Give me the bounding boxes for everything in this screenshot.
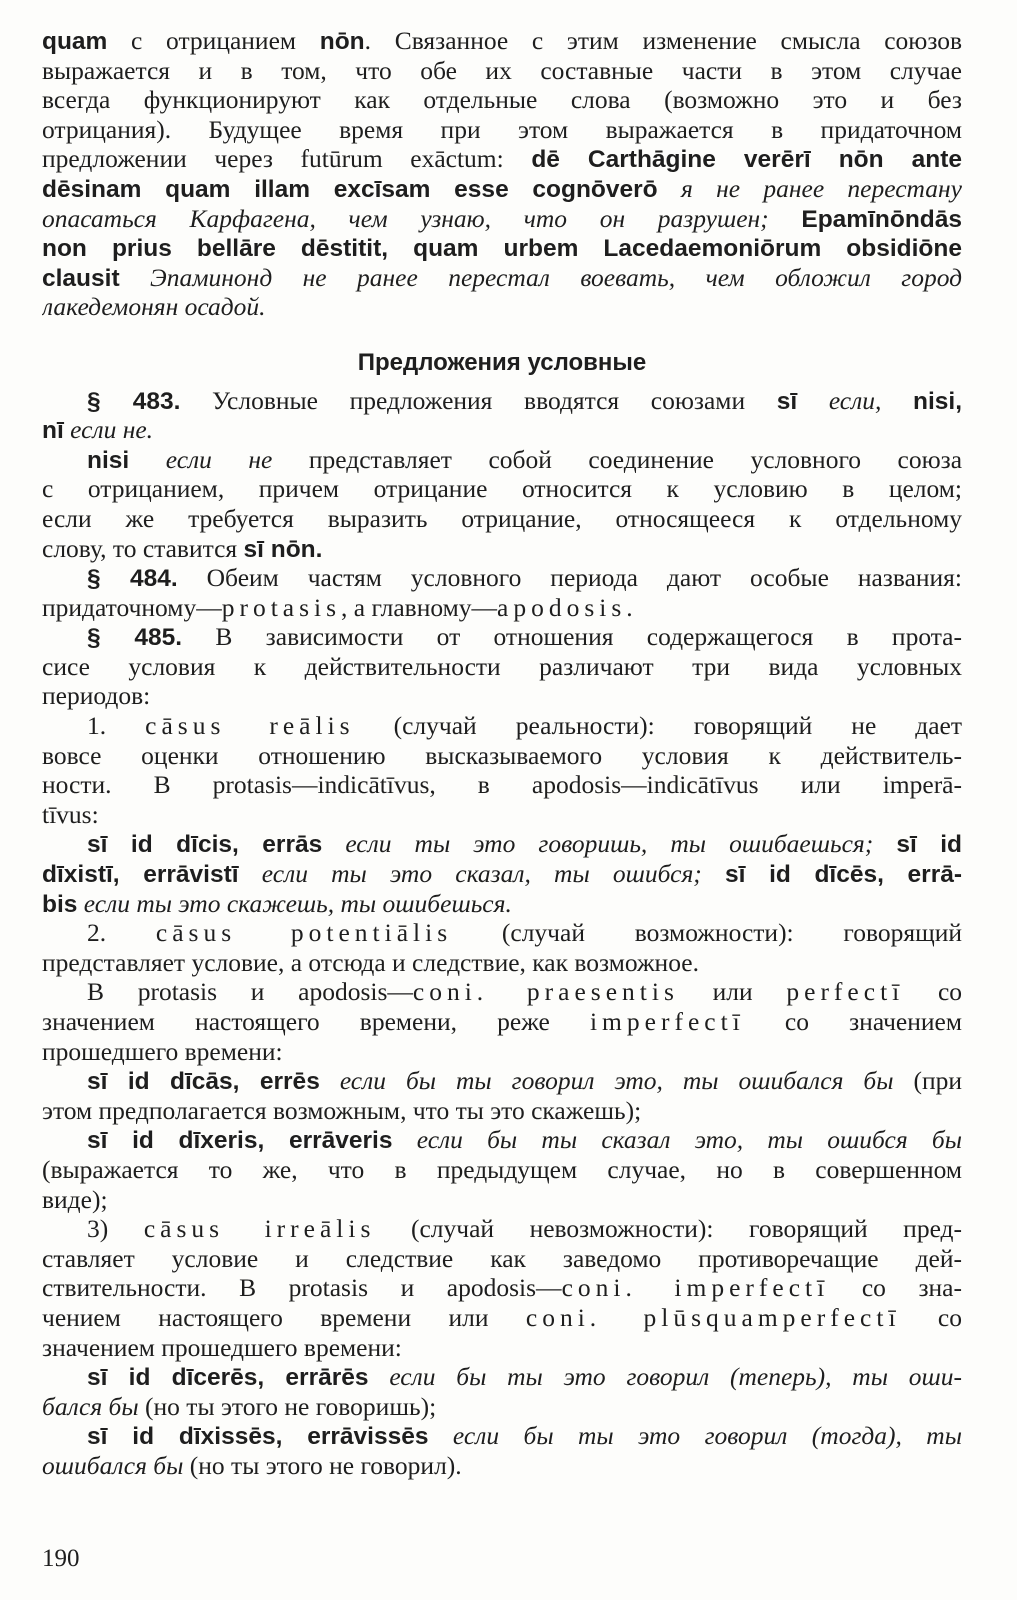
- text-line: [42, 85, 962, 115]
- text-run: предложении через futūrum exāctum:: [42, 144, 504, 174]
- latin-example: Epamīnōndās: [801, 205, 962, 233]
- text-line: [42, 1185, 962, 1215]
- text-line: [42, 263, 962, 293]
- latin-example: sī id dīxissēs, errāvissēs: [87, 1423, 429, 1451]
- text-line: [42, 1451, 962, 1481]
- text-run: представляет собой соединение условного союза: [308, 444, 962, 474]
- text-run: (случай невозможности): говорящий пред-: [410, 1214, 962, 1244]
- term: protasis: [221, 592, 342, 622]
- text-line: [42, 1214, 962, 1244]
- text-line: [42, 1037, 962, 1067]
- text-run: значением настоящего времени, реже: [42, 1007, 550, 1036]
- text-run: или: [712, 977, 753, 1007]
- text-run: придаточному—: [42, 592, 222, 622]
- translation: Эпаминонд не ранее перестал воевать, чем обложил город: [150, 262, 962, 292]
- text-line: [42, 770, 962, 800]
- term: cāsus irreālis: [143, 1214, 376, 1244]
- text-run: со: [937, 977, 962, 1007]
- text-run: сисе условия к действительности различают три вида условных: [42, 651, 962, 681]
- section-number: § 484.: [87, 565, 178, 593]
- translation: если ты это говоришь, ты ошибаешься;: [345, 829, 874, 859]
- text-line: [42, 292, 962, 322]
- text-line: [42, 1096, 962, 1126]
- latin-word: nī: [42, 417, 64, 445]
- section-number: § 483.: [87, 387, 181, 415]
- translation: ошибался бы: [42, 1450, 184, 1480]
- term: cāsus potentiālis: [155, 918, 453, 948]
- latin-example: dē Carthāgine verērī nōn ante: [531, 146, 962, 174]
- latin-example: sī id dīxeris, errāveris: [87, 1127, 393, 1155]
- latin-example: sī id: [896, 831, 962, 859]
- text-line: [42, 652, 962, 682]
- text-line: [42, 1155, 962, 1185]
- latin-example: dēsinam quam illam excīsam esse cognōverō: [42, 175, 658, 203]
- text-run: представляет условие, а отсюда и следствие, как возможное.: [42, 947, 699, 977]
- text-line: [42, 1066, 962, 1096]
- text-run: прошедшего времени:: [42, 1036, 283, 1066]
- text-run: .: [626, 592, 633, 622]
- translation: если ты это сказал, ты ошибся;: [261, 859, 702, 889]
- text-run: (случай реальности): говорящий не дает: [393, 711, 962, 741]
- text-line: [42, 948, 962, 978]
- latin-word: sī nōn.: [243, 535, 323, 563]
- text-line: [42, 415, 962, 445]
- text-run: со значением: [784, 1007, 962, 1036]
- latin-word: quam: [42, 28, 108, 55]
- text-line: [42, 593, 962, 623]
- text-run: со: [937, 1302, 962, 1332]
- text-line: [42, 1362, 962, 1392]
- section-heading: Предложения условные: [357, 348, 647, 376]
- text-line: [42, 859, 962, 889]
- latin-example: sī id dīcerēs, errārēs: [87, 1364, 369, 1392]
- latin-example: dīxistī, errāvistī: [42, 861, 239, 889]
- term: coni. imperfectī: [561, 1273, 830, 1303]
- text-run: с отрицанием: [131, 26, 297, 55]
- text-run: со зна-: [861, 1273, 962, 1303]
- text-line: [42, 741, 962, 771]
- text-run: выражается и в том, что обе их составные части в этом случае: [42, 55, 962, 85]
- text-line: [42, 204, 962, 234]
- text-run: tīvus:: [42, 799, 99, 829]
- translation: если не.: [70, 415, 154, 445]
- section-number: § 485.: [87, 624, 183, 652]
- text-run: всегда функционируют как отдельные слова (возможно это и без: [42, 85, 962, 115]
- text-line: [42, 918, 962, 948]
- text-run: В зависимости от отношения содержащегося в прота-: [215, 622, 962, 652]
- text-run: В protasis и apodosis—: [87, 977, 413, 1007]
- text-run: виде);: [42, 1184, 108, 1214]
- latin-example: sī id dīcēs, errā-: [725, 861, 962, 889]
- text-line: [42, 1007, 962, 1037]
- text-run: Условные предложения вводятся союзами: [212, 385, 746, 415]
- text-line: [42, 1421, 962, 1451]
- translation: если не: [165, 444, 273, 474]
- latin-word: nisi,: [913, 387, 962, 415]
- text-line: [42, 977, 962, 1007]
- latin-example: non prius bellāre dēstitit, quam urbem Lacedaemoniōrum obsidiōne: [42, 235, 962, 263]
- text-line: [42, 1125, 962, 1155]
- text-line: [42, 534, 962, 564]
- text-line: [42, 800, 962, 830]
- text-run: вовсе оценки отношению высказываемого условия к действитель-: [42, 740, 962, 770]
- text-run: ности. В protasis—indicātīvus, в apodosis—indicātīvus или imperā-: [42, 770, 962, 800]
- text-line: [42, 115, 962, 145]
- list-number: 3): [87, 1214, 109, 1244]
- text-line: [42, 233, 962, 263]
- latin-example: sī id dīcās, errēs: [87, 1068, 320, 1096]
- text-run: (но ты этого не говорил).: [189, 1450, 462, 1480]
- text-line: [42, 889, 962, 919]
- term: coni. plūsquamperfectī: [525, 1302, 901, 1332]
- text-line: [42, 1273, 962, 1303]
- text-run: с отрицанием, причем отрицание относится к условию в целом;: [42, 474, 962, 504]
- latin-word: sī: [776, 387, 798, 415]
- text-line: [42, 1392, 962, 1422]
- text-line: [42, 445, 962, 475]
- text-line: [42, 681, 962, 711]
- text-line: [42, 1333, 962, 1363]
- latin-word: nōn: [319, 28, 365, 55]
- latin-example: bis: [42, 890, 78, 918]
- list-number: 2.: [87, 918, 107, 948]
- term: apodosis: [497, 592, 627, 622]
- text-run: (при: [913, 1066, 962, 1096]
- text-line: [42, 504, 962, 534]
- text-line: [42, 563, 962, 593]
- text-line: [42, 56, 962, 86]
- term: imperfectī: [589, 1007, 745, 1036]
- translation: если бы ты это говорил (тогда), ты: [452, 1421, 962, 1451]
- text-run: периодов:: [42, 681, 151, 711]
- text-run: . Связанное с этим изменение смысла союзов: [364, 26, 962, 55]
- translation: я не ранее перестану: [680, 173, 962, 203]
- text-run: ставляет условие и следствие как заведомо противоречащие дей-: [42, 1243, 962, 1273]
- text-line: [42, 1244, 962, 1274]
- text-run: чением настоящего времени или: [42, 1302, 489, 1332]
- text-run: , а главному—: [341, 592, 498, 622]
- text-run: если же требуется выразить отрицание, относящееся к отдельному: [42, 503, 962, 533]
- translation: если бы ты говорил это, ты ошибался бы: [339, 1066, 894, 1096]
- text-line: [42, 1303, 962, 1333]
- text-line: [42, 711, 962, 741]
- translation: если бы ты сказал это, ты ошибся бы: [416, 1125, 962, 1155]
- text-line: [42, 474, 962, 504]
- text-run: слову, то ставится: [42, 533, 238, 563]
- translation: опасаться Карфагена, чем узнаю, что он разрушен;: [42, 203, 769, 233]
- term: cāsus reālis: [145, 711, 355, 741]
- list-number: 1.: [87, 711, 107, 741]
- term: perfectī: [786, 977, 905, 1007]
- text-run: (но ты этого не говоришь);: [145, 1391, 437, 1421]
- text-run: Обеим частям условного периода дают особые названия:: [206, 563, 962, 593]
- text-run: (случай возможности): говорящий: [501, 918, 962, 948]
- text-line: [42, 174, 962, 204]
- text-run: (выражается то же, что в предыдущем случае, но в совершенном: [42, 1154, 962, 1184]
- page-number: 190: [42, 1545, 80, 1572]
- text-line: [42, 386, 962, 416]
- translation: если ты это скажешь, ты ошибешься.: [83, 888, 512, 918]
- translation: если,: [828, 385, 882, 415]
- latin-word: nisi: [87, 446, 130, 474]
- text-line: [42, 829, 962, 859]
- text-run: отрицания). Будущее время при этом выражается в придаточном: [42, 114, 962, 144]
- text-line: [42, 26, 962, 56]
- text-run: значением прошедшего времени:: [42, 1332, 402, 1362]
- text-run: ствительности. В protasis и apodosis—: [42, 1273, 562, 1303]
- text-line: [42, 144, 962, 174]
- translation: бался бы: [42, 1391, 139, 1421]
- latin-example: sī id dīcis, errās: [87, 831, 323, 859]
- text-run: этом предполагается возможным, что ты это скажешь);: [42, 1095, 642, 1125]
- latin-example: clausit: [42, 264, 120, 292]
- text-line: [42, 622, 962, 652]
- translation: лакедемонян осадой.: [42, 292, 266, 322]
- term: coni. praesentis: [412, 977, 679, 1007]
- translation: если бы ты это говорил (теперь), ты оши-: [389, 1362, 962, 1392]
